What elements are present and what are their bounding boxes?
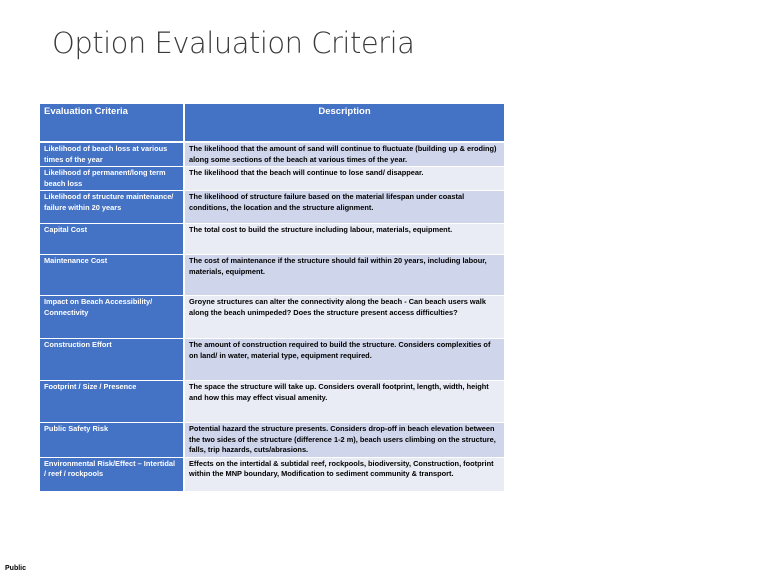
table-row bbox=[40, 191, 504, 224]
criteria-cell: Environmental Risk/Effect – Intertidal / reef / rockpools bbox=[40, 457, 184, 491]
description-cell: The likelihood that the amount of sand will continue to fluctuate (building up & eroding) along some sections of the beach at various times of the year. bbox=[184, 142, 504, 167]
description-cell: Groyne structures can alter the connectivity along the beach - Can beach users walk along the beach unimpeded? Does the structure present access difficulties? bbox=[184, 296, 504, 339]
table-row bbox=[40, 255, 504, 296]
table-row bbox=[40, 296, 504, 339]
evaluation-criteria-table bbox=[40, 104, 504, 492]
criteria-cell: Likelihood of beach loss at various times of the year bbox=[40, 142, 184, 167]
criteria-cell: Likelihood of permanent/long term beach loss bbox=[40, 167, 184, 191]
table-row bbox=[40, 423, 504, 458]
description-cell: Potential hazard the structure presents. Considers drop-off in beach elevation between the two sides of the structure (difference 1-2 m), beach users climbing on the structure, falls, trip hazards, cuts/abrasions. bbox=[184, 423, 504, 458]
table-row bbox=[40, 381, 504, 423]
header-description: Description bbox=[184, 104, 504, 142]
description-cell: The space the structure will take up. Considers overall footprint, length, width, height and how this may effect visual amenity. bbox=[184, 381, 504, 423]
description-cell: The total cost to build the structure including labour, materials, equipment. bbox=[184, 224, 504, 255]
table-row bbox=[40, 224, 504, 255]
criteria-cell: Maintenance Cost bbox=[40, 255, 184, 296]
table-row bbox=[40, 167, 504, 191]
criteria-cell: Construction Effort bbox=[40, 339, 184, 381]
criteria-cell: Public Safety Risk bbox=[40, 423, 184, 458]
table-row bbox=[40, 142, 504, 167]
criteria-cell: Capital Cost bbox=[40, 224, 184, 255]
table-header-row bbox=[40, 104, 504, 142]
description-cell: The likelihood that the beach will continue to lose sand/ disappear. bbox=[184, 167, 504, 191]
criteria-cell: Likelihood of structure maintenance/ failure within 20 years bbox=[40, 191, 184, 224]
criteria-cell: Footprint / Size / Presence bbox=[40, 381, 184, 423]
header-evaluation-criteria: Evaluation Criteria bbox=[40, 104, 184, 142]
criteria-cell: Impact on Beach Accessibility/ Connectivity bbox=[40, 296, 184, 339]
table-row bbox=[40, 339, 504, 381]
description-cell: Effects on the intertidal & subtidal reef, rockpools, biodiversity, Construction, footprint within the MNP boundary, Modification to sediment community & transport. bbox=[184, 457, 504, 491]
slide-title: Option Evaluation Criteria bbox=[52, 26, 415, 60]
classification-label: Public bbox=[5, 565, 27, 572]
description-cell: The likelihood of structure failure based on the material lifespan under coastal conditions, the location and the structure alignment. bbox=[184, 191, 504, 224]
description-cell: The cost of maintenance if the structure should fail within 20 years, including labour, materials, equipment. bbox=[184, 255, 504, 296]
table-row bbox=[40, 457, 504, 491]
description-cell: The amount of construction required to build the structure. Considers complexities of on land/ in water, material type, equipment required. bbox=[184, 339, 504, 381]
